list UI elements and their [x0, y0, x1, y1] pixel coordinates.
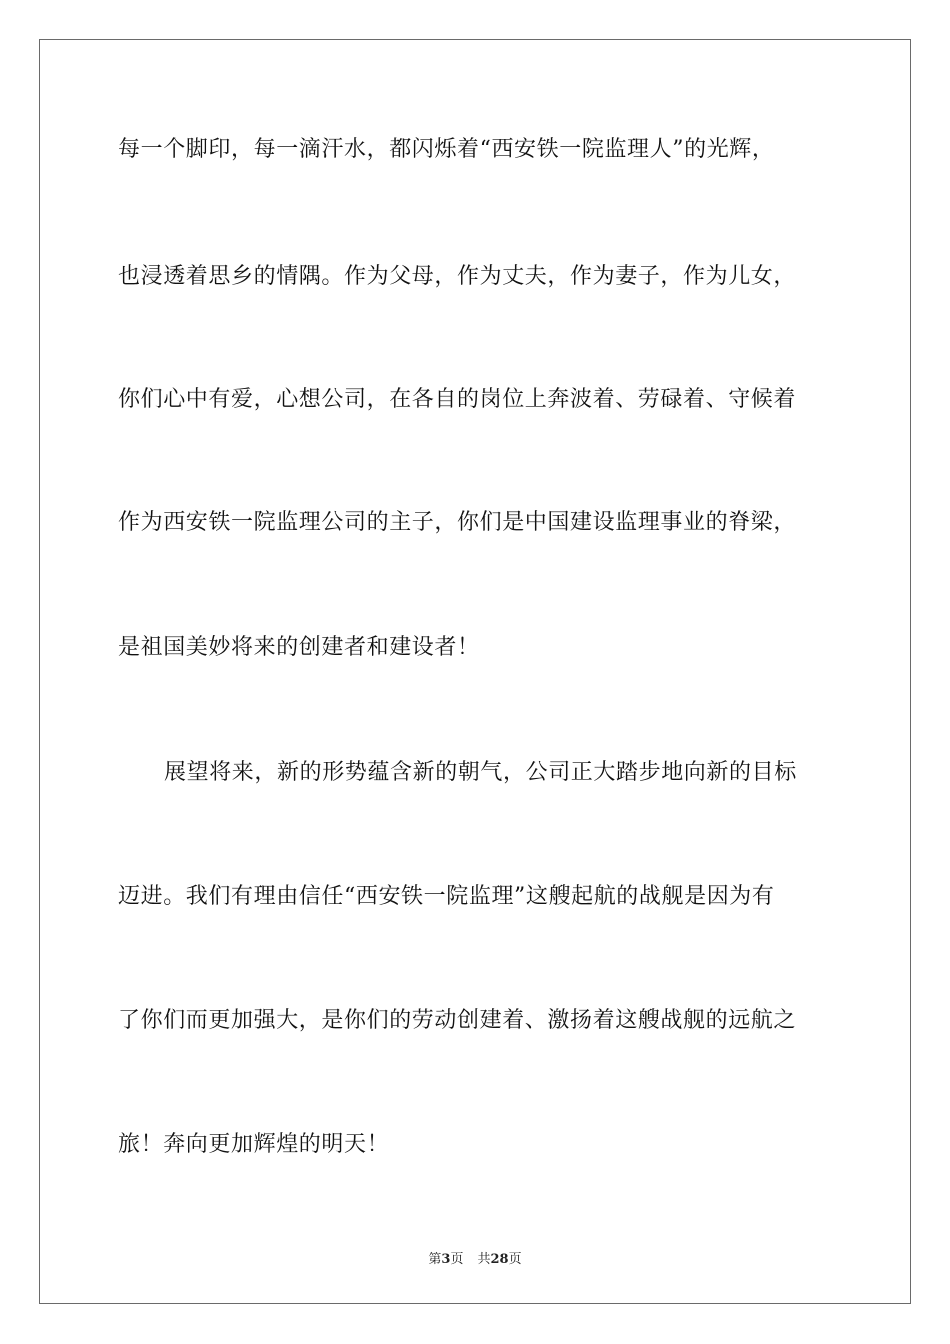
total-prefix: 共	[477, 1252, 491, 1267]
text-line: 了你们而更加强大，是你们的劳动创建着、激扬着这艘战舰的远航之	[118, 1008, 797, 1033]
total-pages: 28	[490, 1252, 509, 1267]
page-footer	[0, 1248, 950, 1267]
page-suffix: 页	[450, 1252, 464, 1267]
page-number: 3	[441, 1252, 451, 1267]
page-prefix: 第	[428, 1252, 442, 1267]
text-line: 迈进。我们有理由信任“西安铁一院监理”这艘起航的战舰是因为有	[118, 884, 775, 909]
text-line: 旅！奔向更加辉煌的明天！	[118, 1132, 390, 1157]
text-line: 是祖国美妙将来的创建者和建设者！	[118, 635, 480, 660]
total-suffix: 页	[508, 1252, 522, 1267]
text-line: 也浸透着思乡的情隅。作为父母，作为丈夫，作为妻子，作为儿女，	[118, 264, 797, 289]
page-number-label	[428, 1252, 463, 1267]
paragraph-start-line: 展望将来，新的形势蕴含新的朝气，公司正大踏步地向新的目标	[164, 760, 797, 785]
total-pages-label	[477, 1252, 521, 1267]
text-line: 你们心中有爱，心想公司，在各自的岗位上奔波着、劳碌着、守候着	[118, 387, 797, 412]
text-line: 每一个脚印，每一滴汗水，都闪烁着“西安铁一院监理人”的光辉，	[118, 137, 775, 162]
page-border	[39, 39, 911, 1304]
text-line: 作为西安铁一院监理公司的主子，你们是中国建设监理事业的脊梁，	[118, 510, 797, 535]
